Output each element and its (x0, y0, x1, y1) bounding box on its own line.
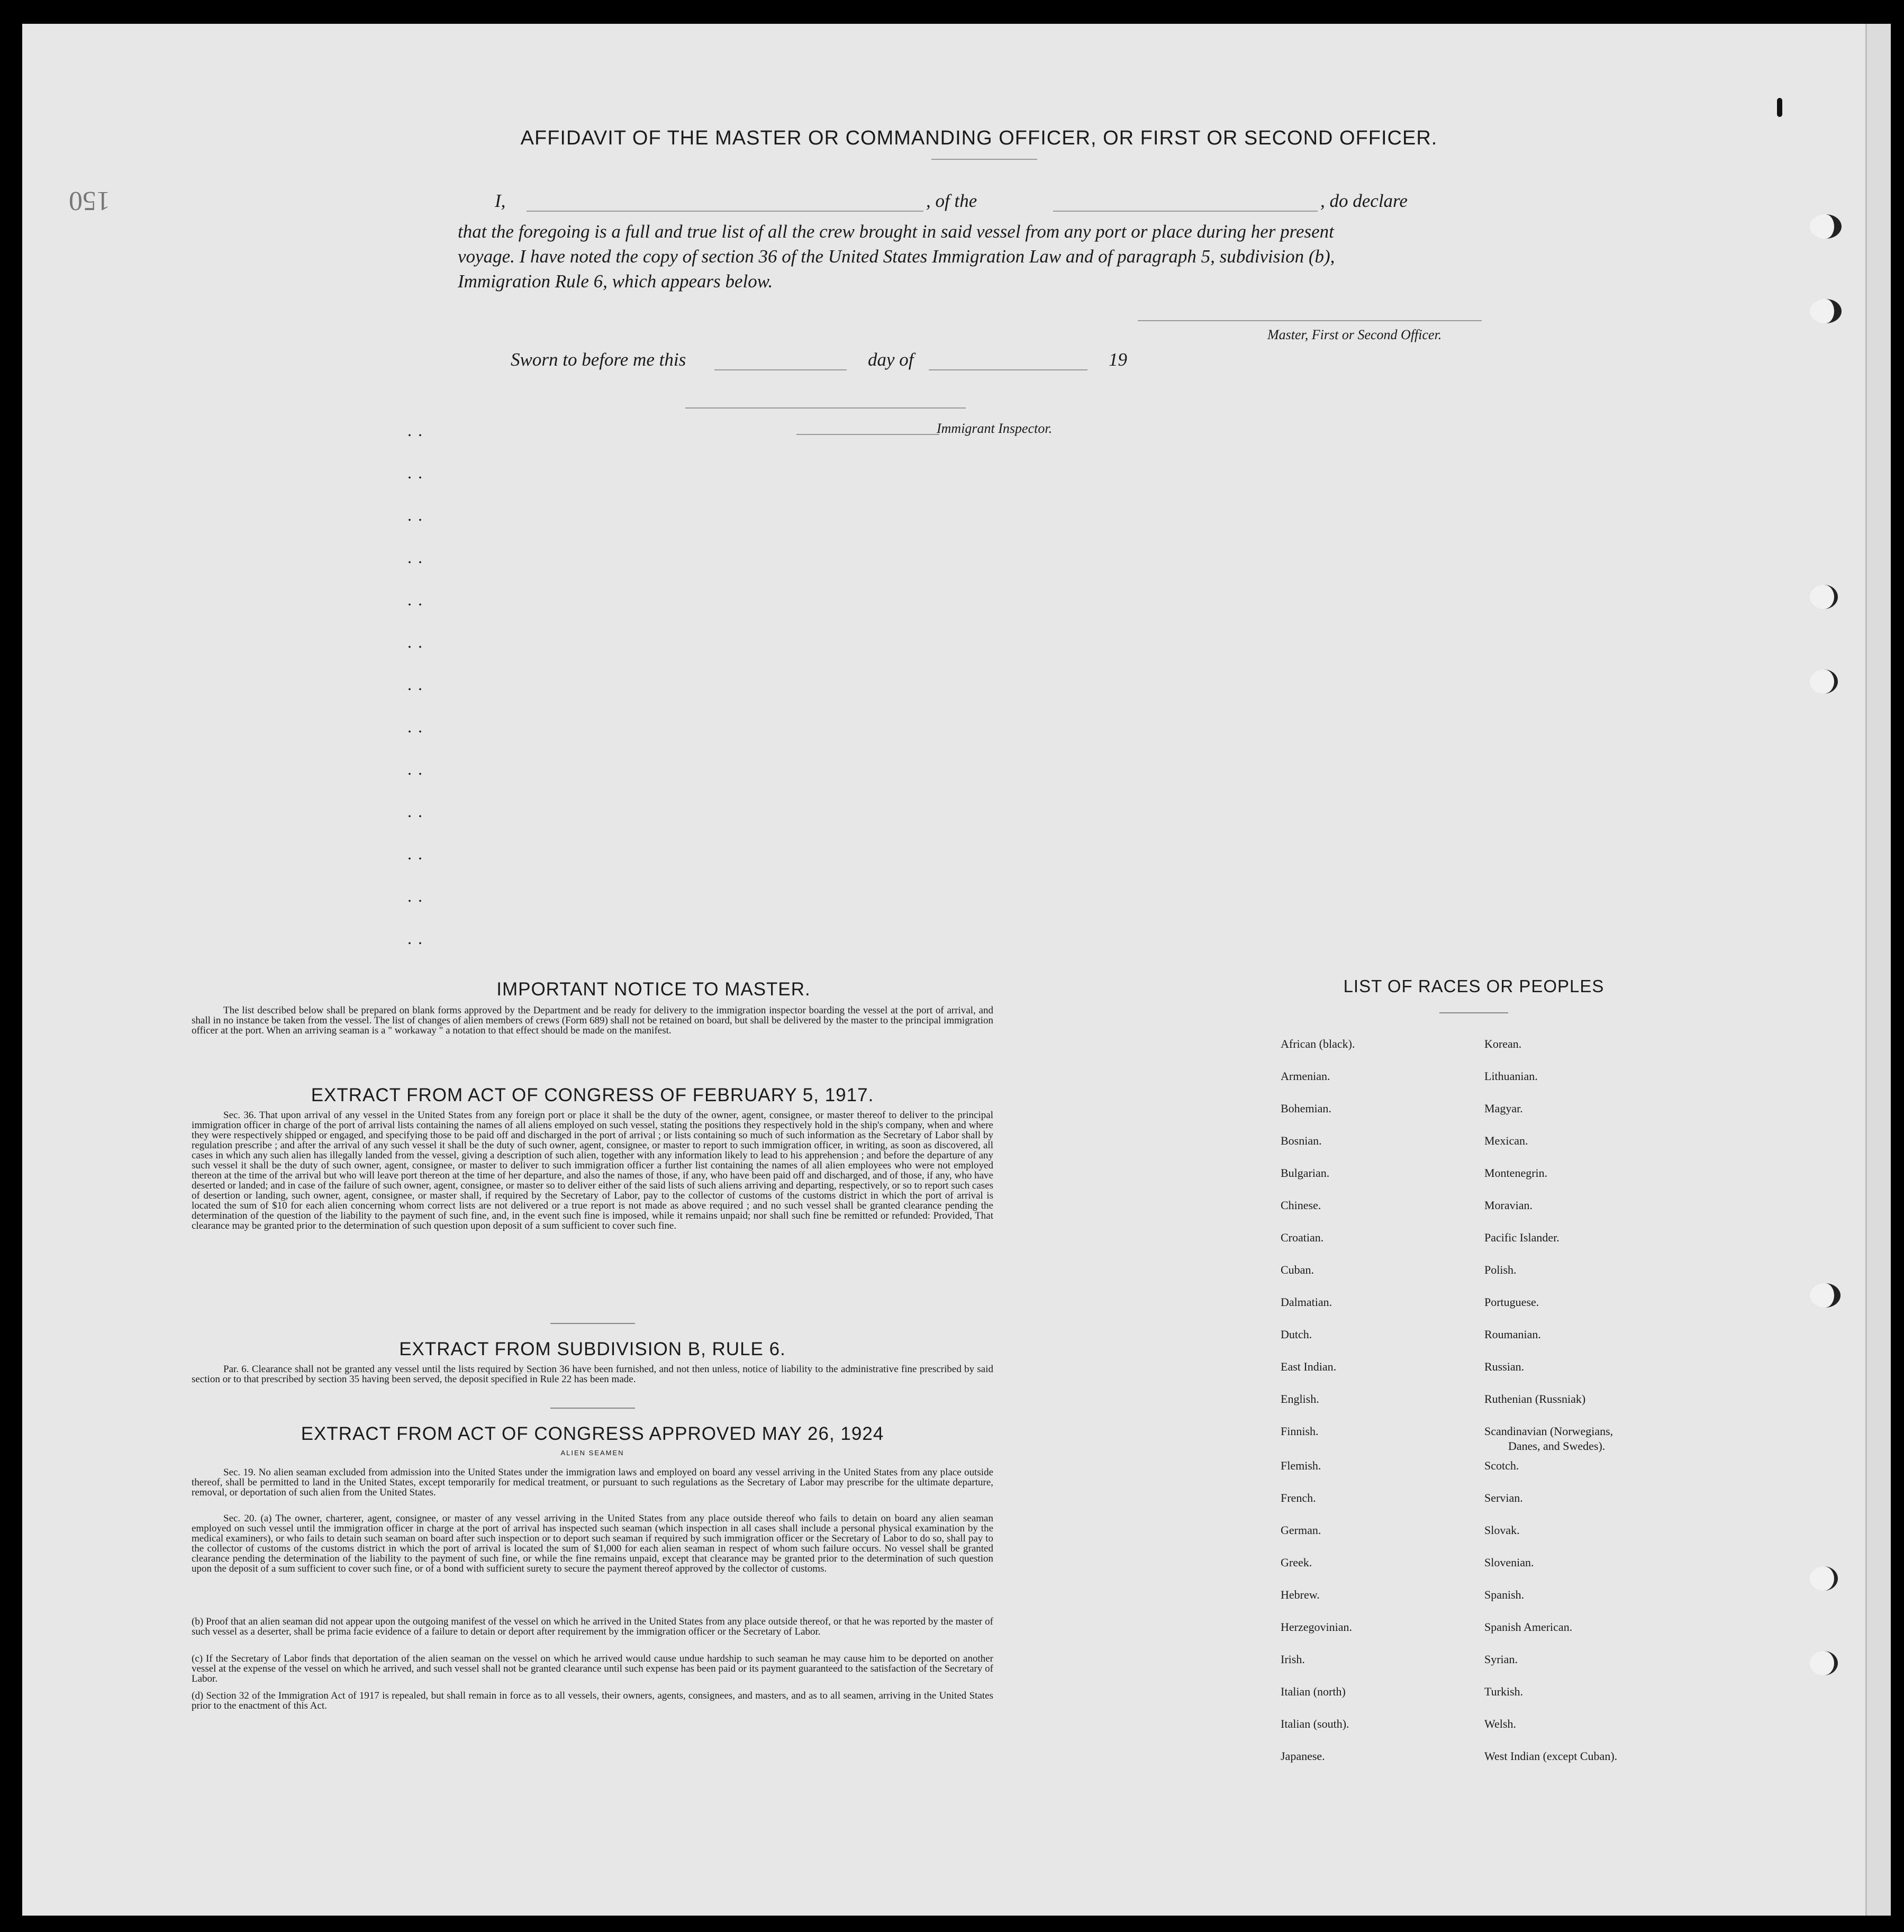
inspector-signature-line[interactable] (796, 434, 939, 435)
race-right: Spanish American. (1484, 1620, 1573, 1634)
race-right: Montenegrin. (1484, 1166, 1548, 1180)
extract-1924-subtitle: ALIEN SEAMEN (560, 1449, 624, 1457)
race-right: Ruthenian (Russniak) (1484, 1392, 1586, 1405)
sec-19-text: Sec. 19. No alien seaman excluded from admission into the United States under the immigration laws and employed on board any vessel arriving in the United States from any place outside thereof, shall be permitted to land in the United States, except temporarily for medical treatment, or pursuant to such regulations as the Secretary of Labor may prescribe for the ultimate departure, removal, or deportation of such alien from the United States. (192, 1467, 993, 1498)
race-right: Portuguese. (1484, 1295, 1539, 1309)
race-left: Bohemian. (1281, 1102, 1331, 1115)
race-left: Italian (north) (1281, 1685, 1346, 1698)
section-divider (550, 1323, 635, 1324)
inspector-label: Immigrant Inspector. (937, 421, 1053, 436)
binder-hole (1810, 1651, 1838, 1675)
rule-6-text: Par. 6. Clearance shall not be granted any vessel until the lists required by Section 36 have been furnished, and not then unless, notice of liability to the administrative fine prescribed by said section or to that prescribed by section 35 having been served, the deposit specified in Rule 22 has been made. (192, 1364, 993, 1385)
race-right: Welsh. (1484, 1717, 1516, 1730)
master-signature-line[interactable] (1138, 320, 1482, 321)
page-fold-edge (1865, 24, 1891, 1916)
day-of-label: day of (868, 349, 914, 370)
race-left: Hebrew. (1281, 1588, 1320, 1601)
guide-dots: .. (407, 717, 429, 736)
guide-dots: .. (407, 886, 429, 905)
guide-dots: .. (407, 590, 429, 609)
binder-hole (1810, 1566, 1838, 1591)
race-left: Italian (south). (1281, 1717, 1349, 1730)
sworn-label: Sworn to before me this (511, 349, 686, 370)
affidavit-declaration-row (458, 191, 1500, 217)
of-the-label: , of the (926, 191, 977, 211)
race-left: Dutch. (1281, 1328, 1312, 1341)
inspector-name-line[interactable] (685, 407, 966, 409)
race-left: Flemish. (1281, 1459, 1321, 1472)
guide-dots: .. (407, 505, 429, 524)
sec-20d-text: (d) Section 32 of the Immigration Act of 1917 is repealed, but shall remain in force as to all vessels, their owners, agents, consignees, and masters, and as to all seamen, arriving in the United States prior to the enactment of this Act. (192, 1690, 993, 1711)
binder-hole (1810, 214, 1842, 239)
rule-6-title: EXTRACT FROM SUBDIVISION B, RULE 6. (399, 1339, 786, 1359)
race-left: French. (1281, 1491, 1316, 1504)
race-right: West Indian (except Cuban). (1484, 1749, 1618, 1763)
affidavit-line-1: that the foregoing is a full and true list of all the crew brought in said vessel from any port or place during her present (458, 221, 1334, 242)
binder-hole (1810, 1283, 1840, 1308)
race-left: Chinese. (1281, 1199, 1321, 1212)
race-right: Lithuanian. (1484, 1069, 1538, 1083)
vessel-field[interactable] (1053, 211, 1318, 212)
year-label: 19 (1109, 349, 1127, 370)
race-left: Croatian. (1281, 1231, 1324, 1244)
race-right: Korean. (1484, 1037, 1522, 1050)
extract-1924-title: EXTRACT FROM ACT OF CONGRESS APPROVED MAY 26, 1924 (301, 1423, 884, 1444)
binder-mark (1777, 98, 1782, 117)
notice-text: The list described below shall be prepared on blank forms approved by the Department and be ready for delivery to the immigration inspector boarding the vessel at the port of arrival, and shall in no instance be taken from the vessel. The list of changes of alien members of crews (Form 689) shall not be retained on board, but shall be delivered by the master to the principal immigration officer at the port. When an arriving seaman is a " workaway " a notation to that effect should be made on the manifest. (192, 1005, 994, 1036)
sec-20b-text: (b) Proof that an alien seaman did not appear upon the outgoing manifest of the vessel on which he arrived in the United States from any place outside thereof, or that he was reported by the master of such vessel as a deserter, shall be prima facie evidence of a failure to detain or deport after requirement by the immigration officer or the Secretary of Labor. (192, 1616, 993, 1637)
affidavit-line-3: Immigration Rule 6, which appears below. (458, 271, 773, 292)
race-left: Greek. (1281, 1556, 1312, 1569)
race-left: Irish. (1281, 1653, 1305, 1666)
race-right: Roumanian. (1484, 1328, 1541, 1341)
race-left: Herzegovinian. (1281, 1620, 1352, 1634)
guide-dots: .. (407, 463, 429, 482)
binder-hole (1810, 299, 1842, 323)
do-declare-label: , do declare (1320, 191, 1408, 211)
race-left: Armenian. (1281, 1069, 1330, 1083)
sworn-row (511, 349, 1146, 376)
race-right: Syrian. (1484, 1653, 1518, 1666)
extract-1917-text: Sec. 36. That upon arrival of any vessel in the United States from any foreign port or place it shall be the duty of the owner, agent, consignee, or master thereof to deliver to the principal immigration officer in charge of the port of arrival lists containing the names of all aliens employed on such vessel, stating the positions they respectively hold in the ship's company, when and where they were respectively shipped or engaged, and specifying those to be paid off and discharged in the port of arrival ; or lists containing so much of such information as the Secretary of Labor shall by regulation prescribe ; and after the arrival of any such vessel it shall be the duty of such owner, agent, consignee, or master to report to such immigration officer, in writing, as soon as discovered, all cases in which any such alien has illegally landed from the vessel, giving a description of such alien, together with any information likely to lead to his apprehension ; and before the departure of any such vessel it shall be the duty of such owner, agent, consignee, or master to deliver to such immigration officer a further list containing the names of all alien employees who were not employed thereon at the time of the arrival but who will leave port thereon at the time of her departure, and also the names of those, if any, who have been paid off and discharged, and of those, if any, who have deserted or landed; and in case of the failure of such owner, agent, consignee, or master so to deliver either of the said lists of such aliens arriving and departing, respectively, or so to report such cases of desertion or landing, such owner, agent, consignee, or master shall, if required by the Secretary of Labor, pay to the collector of customs of the customs district in which the port of arrival is located the sum of $10 for each alien concerning whom correct lists are not delivered or a true report is not made as above required ; and no such vessel shall be granted clearance pending the determination of the question of the liability to the payment of such fine, and, in the event such fine is imposed, while it remains unpaid; nor shall such fine be remitted or refunded: Provided, That clearance may be granted prior to the determination of such question upon deposit of a sum sufficient to cover such fine. (192, 1110, 993, 1231)
i-label: I, (495, 191, 506, 211)
race-left: Finnish. (1281, 1425, 1319, 1438)
races-title: LIST OF RACES OR PEOPLES (1343, 976, 1604, 996)
race-right: Moravian. (1484, 1199, 1533, 1212)
race-right: Mexican. (1484, 1134, 1528, 1147)
race-right: Scotch. (1484, 1459, 1519, 1472)
binder-hole (1810, 669, 1838, 694)
guide-dots: .. (407, 675, 429, 694)
race-right: Servian. (1484, 1491, 1523, 1504)
race-right: Turkish. (1484, 1685, 1524, 1698)
race-right: Slovenian. (1484, 1556, 1534, 1569)
title-underline (931, 159, 1037, 160)
race-left: Dalmatian. (1281, 1295, 1332, 1309)
race-left: English. (1281, 1392, 1319, 1405)
race-left: Bosnian. (1281, 1134, 1322, 1147)
race-right: Polish. (1484, 1263, 1517, 1276)
guide-dots: .. (407, 632, 429, 651)
binder-hole (1810, 585, 1838, 609)
affidavit-title: AFFIDAVIT OF THE MASTER OR COMMANDING OFFICER, OR FIRST OR SECOND OFFICER. (520, 127, 1438, 149)
guide-dots: .. (407, 421, 429, 440)
race-right: Russian. (1484, 1360, 1525, 1373)
margin-number: 150 (69, 186, 110, 216)
race-right: Pacific Islander. (1484, 1231, 1560, 1244)
race-left: Japanese. (1281, 1749, 1325, 1763)
sec-20c-text: (c) If the Secretary of Labor finds that deportation of the alien seaman on the vessel on which he arrived would cause undue hardship to such seaman he may cause him to be deported on another vessel at the expense of the vessel on which he arrived, and such vessel shall not be granted clearance until such expense has been paid or its payment guaranteed to the satisfaction of the Secretary of Labor. (192, 1653, 993, 1684)
master-signature-label: Master, First or Second Officer. (1267, 327, 1442, 342)
race-right: Slovak. (1484, 1523, 1520, 1537)
guide-dots: .. (407, 548, 429, 567)
race-left: East Indian. (1281, 1360, 1337, 1373)
race-right-continuation: Danes, and Swedes). (1508, 1439, 1606, 1453)
race-right: Spanish. (1484, 1588, 1525, 1601)
sec-20a-text: Sec. 20. (a) The owner, charterer, agent, consignee, or master of any vessel arriving in the United States from any place outside thereof who fails to detain on board any alien seaman employed on such vessel until the immigration officer in charge at the port of arrival has inspected such seaman (which inspection in all cases shall include a personal physical examination by the medical examiners), or who fails to detain such seaman on board after such inspection or to deport such seaman if required by such immigration officer or the Secretary of Labor to do so, shall pay to the collector of customs of the customs district in which the port of arrival is located the sum of $1,000 for each alien seaman in respect of whom such failure occurs. No vessel shall be granted clearance pending the determination of the liability to the payment of such fine, or while the fine remains unpaid, except that clearance may be granted prior to the determination of such question upon the deposit of a sum sufficient to cover such fine, or of a bond with sufficient surety to secure the payment thereof approved by the collector of customs. (192, 1513, 993, 1574)
section-divider (550, 1408, 635, 1409)
notice-title: IMPORTANT NOTICE TO MASTER. (496, 979, 811, 1000)
name-field[interactable] (527, 211, 923, 212)
day-field[interactable] (714, 369, 847, 370)
race-left: Cuban. (1281, 1263, 1314, 1276)
month-field[interactable] (929, 369, 1087, 370)
race-right: Scandinavian (Norwegians, (1484, 1425, 1613, 1438)
guide-dots: .. (407, 759, 429, 778)
race-left: German. (1281, 1523, 1321, 1537)
extract-1917-title: EXTRACT FROM ACT OF CONGRESS OF FEBRUARY 5, 1917. (311, 1085, 874, 1105)
race-left: Bulgarian. (1281, 1166, 1330, 1180)
guide-dots: .. (407, 802, 429, 821)
race-left: African (black). (1281, 1037, 1355, 1050)
affidavit-line-2: voyage. I have noted the copy of section 36 of the United States Immigration Law and of paragraph 5, subdivision (b), (458, 246, 1335, 267)
guide-dots: .. (407, 929, 429, 948)
race-right: Magyar. (1484, 1102, 1523, 1115)
guide-dots: .. (407, 844, 429, 863)
races-divider (1439, 1012, 1508, 1013)
